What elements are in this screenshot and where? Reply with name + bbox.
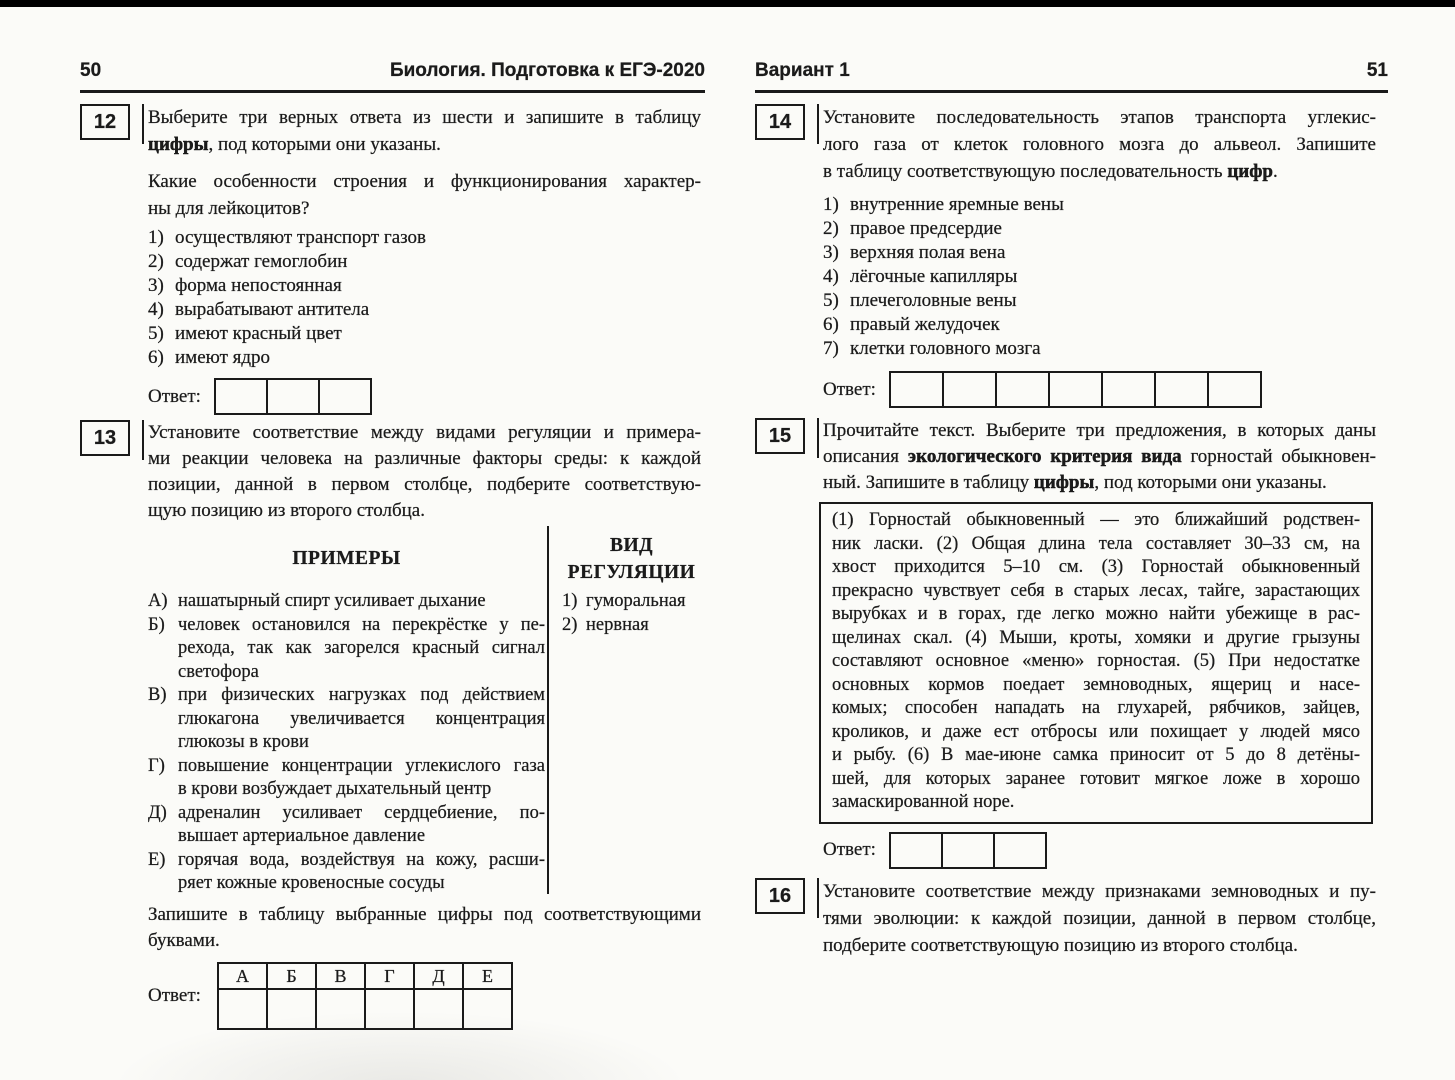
answer-cell — [214, 378, 268, 415]
box-text-line: комых; способен нападать на глухарей, рябчиков, зайцев, — [832, 698, 1360, 718]
regulation-item: 1) гуморальная — [562, 591, 686, 611]
option-item: 3) верхняя полая вена — [823, 242, 1006, 263]
match-item-a: А) нашатырный спирт усиливает дыхание — [148, 591, 486, 611]
option-item: 6) имеют ядро — [148, 347, 271, 368]
q15-intro-line: ный. Запишите в таблицу цифры, под которыми они указаны. — [823, 472, 1327, 493]
regulation-type-column — [562, 528, 701, 896]
left-page — [80, 0, 705, 1080]
q14-answer-grid — [889, 371, 1262, 408]
q13-intro-line: Установите соответствие между видами регуляции и примера- — [148, 422, 701, 443]
answer-label: Ответ: — [823, 378, 876, 400]
answer-cell — [1101, 371, 1156, 408]
match-item-d: Д) адреналин усиливает сердцебиение, по- вышает артериальное давление — [148, 802, 545, 846]
answer-cell — [889, 371, 944, 408]
q14-intro-line: лого газа от клеток головного мозга до альвеол. Запишите — [823, 134, 1376, 155]
question-16-number-box: 16 — [755, 878, 805, 914]
q12-options — [148, 226, 701, 370]
option-item: 7) клетки головного мозга — [823, 338, 1041, 359]
left-page-header — [80, 60, 705, 82]
question-15 — [755, 416, 1388, 869]
box-text-line: хвост приходится 5–10 см. (3) Горностай обыкновенный — [832, 557, 1360, 577]
regulation-column-header: ВИД РЕГУЛЯЦИИ — [567, 535, 696, 583]
answer-cell — [942, 371, 997, 408]
answer-label: Ответ: — [148, 984, 201, 1006]
q14-intro-line: Установите последовательность этапов транспорта углекис- — [823, 107, 1376, 128]
answer-label: Ответ: — [148, 385, 201, 407]
option-item: 6) правый желудочек — [823, 314, 1000, 335]
question-13-body — [148, 418, 701, 1030]
header-rule-left — [80, 90, 705, 93]
question-14 — [755, 102, 1388, 408]
q14-intro-line: в таблицу соответствующую последовательность цифр. — [823, 161, 1278, 182]
option-item: 1) внутренние яремные вены — [823, 194, 1064, 215]
q16-intro-line: тями эволюции: к каждой позиции, данной в первом столбце, — [823, 908, 1376, 929]
question-16-body — [823, 876, 1376, 959]
option-item: 4) вырабатывают антитела — [148, 299, 370, 320]
scan-shadow — [110, 1010, 690, 1080]
box-text-line: прекрасно чувствует себя в старых лесах, тайге, зарастающих — [832, 580, 1360, 601]
answer-cell — [266, 378, 320, 415]
q14-answer-row — [823, 371, 1376, 408]
question-12 — [80, 102, 705, 415]
answer-cell — [1207, 371, 1262, 408]
question-12-number-box: 12 — [80, 104, 130, 140]
option-item: 1) осуществляют транспорт газов — [148, 227, 426, 248]
question-14-body — [823, 102, 1376, 408]
right-page — [755, 0, 1388, 1080]
q15-reading-text-box — [819, 502, 1373, 824]
question-12-tick — [142, 104, 144, 144]
question-15-tick — [817, 418, 819, 458]
q15-answer-grid — [889, 832, 1047, 869]
q12-answer-row — [148, 378, 701, 415]
q12-question: Какие особенности строения и функционирования характер- ны для лейкоцитов? — [148, 171, 701, 219]
box-text-line: ник ласки. (2) Общая длина тела составляет 30–33 см, на — [832, 533, 1360, 554]
q15-answer-row — [823, 832, 1376, 869]
q12-intro-line: цифры, под которыми они указаны. — [148, 134, 441, 155]
option-item: 5) имеют красный цвет — [148, 323, 342, 344]
match-item-b: Б) человек остановился на перекрёстке у пе- рехода, так как загорелся красный сигнал светофора — [148, 614, 545, 682]
option-item: 2) правое предсердие — [823, 218, 1002, 239]
question-14-tick — [817, 104, 819, 144]
answer-label: Ответ: — [823, 839, 876, 860]
option-item: 5) плечеголовные вены — [823, 290, 1017, 311]
answer-cell — [993, 832, 1047, 869]
q13-intro-line: щую позицию из второго столбца. — [148, 500, 425, 521]
question-16 — [755, 876, 1388, 959]
question-13-number-box: 13 — [80, 420, 130, 456]
match-item-v: В) при физических нагрузках под действием глюкагона увеличивается концентрация глюкозы в крови — [148, 685, 545, 752]
question-15-body — [823, 416, 1376, 869]
column-divider — [547, 526, 549, 894]
q13-intro-line: позиции, данной в первом столбце, подберите соответствую- — [148, 474, 701, 495]
question-15-number-box: 15 — [755, 418, 805, 454]
q16-intro-line: Установите соответствие между признаками земноводных и пу- — [823, 881, 1376, 902]
page-number-right: 51 — [1366, 60, 1388, 81]
running-title-right: Вариант 1 — [755, 60, 850, 81]
option-item: 4) лёгочные капилляры — [823, 266, 1018, 287]
question-13 — [80, 418, 705, 1030]
answer-cell — [889, 832, 943, 869]
examples-column — [148, 528, 545, 896]
answer-cell — [1154, 371, 1209, 408]
answer-cell — [1048, 371, 1103, 408]
answer-cell — [941, 832, 995, 869]
q16-intro-line: подберите соответствующую позицию из второго столбца. — [823, 935, 1298, 956]
box-text-line: и рыбу. (6) В мае-июне самка приносит от 5 до 8 детёны- — [832, 745, 1360, 765]
q12-answer-grid — [214, 378, 372, 415]
right-page-header — [755, 60, 1388, 82]
q13-outro: Запишите в таблицу выбранные цифры под соответствующими буквами. — [148, 903, 701, 951]
option-item: 3) форма непостоянная — [148, 275, 342, 296]
match-item-e: Е) горячая вода, воздействуя на кожу, расши- ряет кожные кровеносные сосуды — [148, 849, 545, 893]
box-text-line: вырубках и в горах, где легко можно найти убежище в рас- — [832, 604, 1360, 624]
regulation-item: 2) нервная — [562, 614, 649, 635]
q14-options — [823, 193, 1376, 361]
option-item: 2) содержат гемоглобин — [148, 251, 348, 272]
examples-column-header: ПРИМЕРЫ — [292, 548, 401, 569]
box-text-line: (1) Горностай обыкновенный — это ближайший родствен- — [832, 510, 1360, 530]
box-text-line: основных кормов поедает земноводных, ящериц и насе- — [832, 674, 1360, 695]
answer-cell — [318, 378, 372, 415]
q15-intro-line: Прочитайте текст. Выберите три предложения, в которых даны — [823, 420, 1376, 441]
question-12-body — [148, 102, 701, 415]
q15-intro-line: описания экологического критерия вида горностай обыкновен- — [823, 446, 1376, 467]
box-text-line: кроликов, и даже ест отбросы или похищает у людей мясо — [832, 721, 1360, 742]
box-text-line: шей, для которых заранее готовит мягкое ложе в хорошо — [832, 768, 1360, 789]
question-16-tick — [817, 878, 819, 918]
q12-intro-line: Выберите три верных ответа из шести и запишите в таблицу — [148, 107, 701, 128]
running-title-left: Биология. Подготовка к ЕГЭ-2020 — [389, 60, 705, 81]
match-item-g: Г) повышение концентрации углекислого газа в крови возбуждает дыхательный центр — [148, 755, 545, 799]
answer-grid-letters: А Б В Г Д Е — [218, 963, 512, 989]
q13-matching-columns — [148, 528, 701, 896]
box-text-line: щелинах скал. (4) Мыши, кроты, хомяки и другие грызуны — [832, 627, 1360, 648]
page-number-left: 50 — [80, 60, 102, 81]
question-14-number-box: 14 — [755, 104, 805, 140]
answer-cell — [995, 371, 1050, 408]
box-text-line: замаскированной норе. — [832, 792, 1015, 812]
q13-intro-line: ми реакции человека на различные факторы среды: к каждой — [148, 448, 701, 469]
question-13-tick — [142, 420, 144, 460]
header-rule-right — [755, 90, 1388, 93]
box-text-line: составляют основное «меню» горностая. (5) При недостатке — [832, 651, 1360, 671]
